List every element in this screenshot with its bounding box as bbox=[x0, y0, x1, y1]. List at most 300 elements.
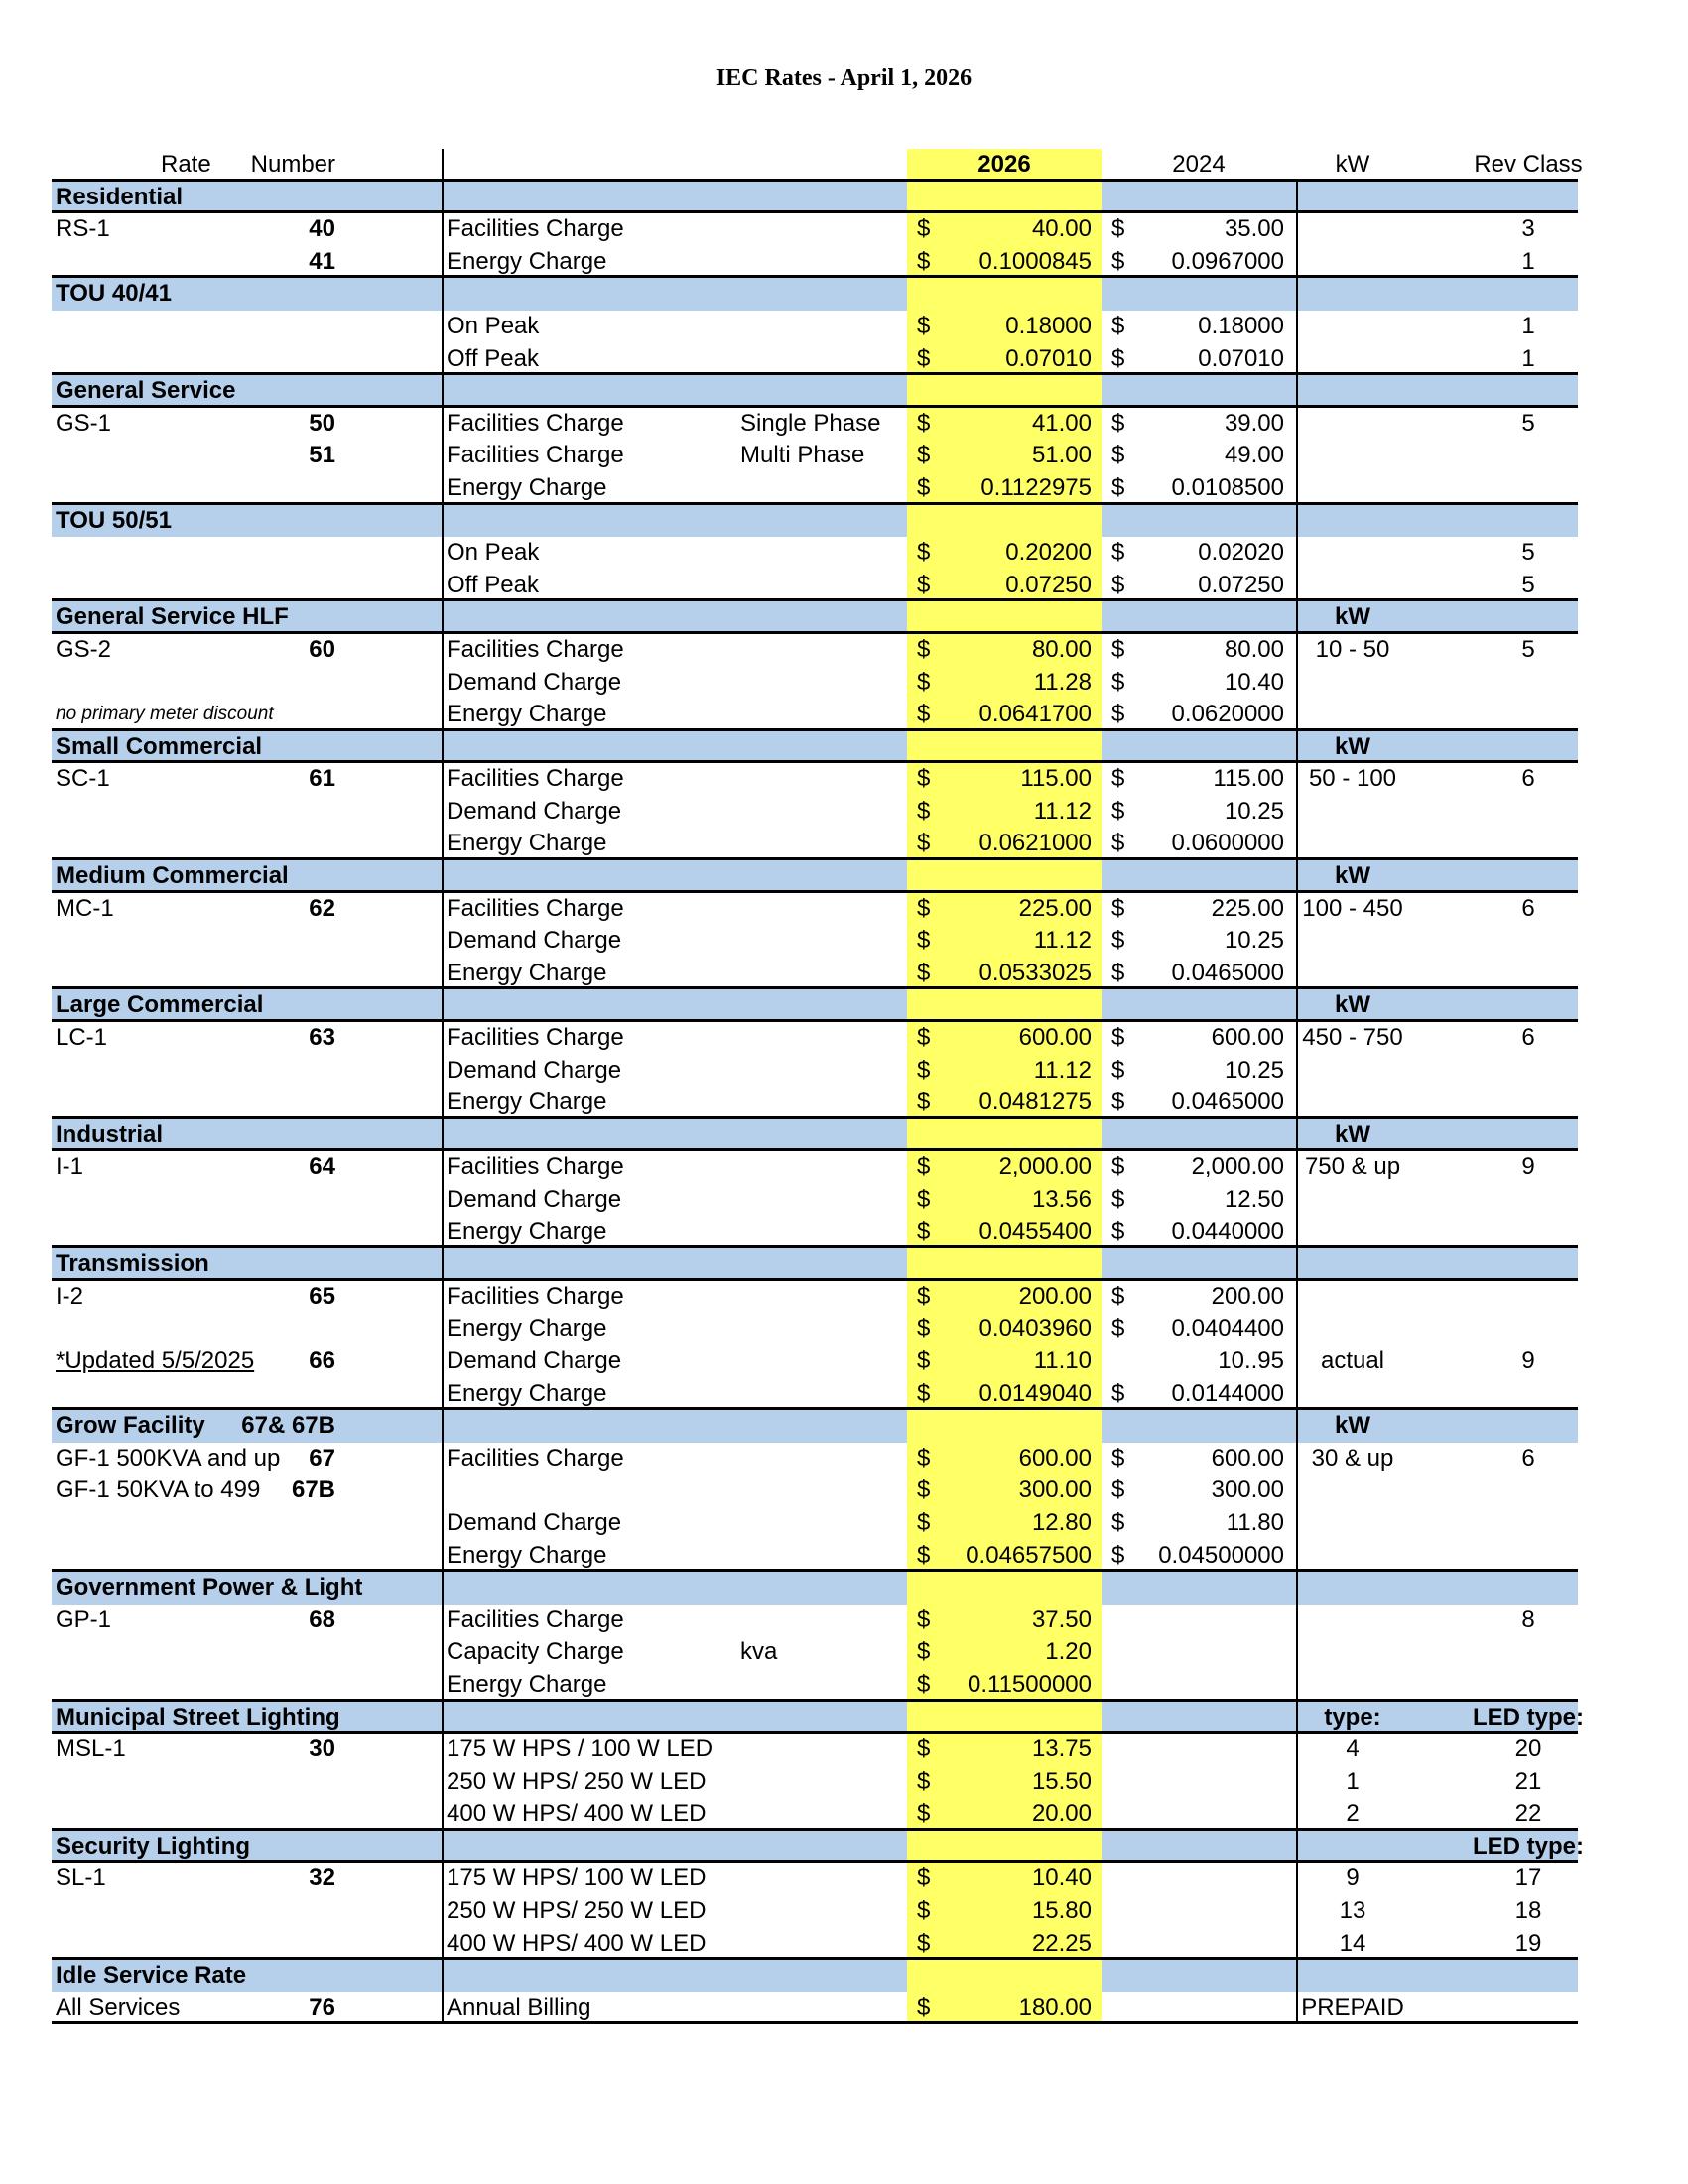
rev-class: 17 bbox=[1514, 1864, 1542, 1892]
header-kw: kW bbox=[1335, 151, 1370, 178]
section-title: Industrial bbox=[56, 1120, 164, 1148]
charge-name: Facilities Charge bbox=[447, 894, 624, 922]
value-2024: 0.0144000 bbox=[1171, 1379, 1284, 1407]
value-2024: 49.00 bbox=[1224, 442, 1284, 469]
rev-class: 19 bbox=[1514, 1929, 1542, 1957]
section-title: Small Commercial bbox=[56, 732, 263, 760]
column-divider bbox=[1296, 1313, 1298, 1346]
section-rev-label: LED type: bbox=[1472, 1703, 1584, 1731]
column-divider bbox=[442, 1022, 444, 1055]
section-title: Residential bbox=[56, 183, 184, 210]
column-divider bbox=[442, 1702, 444, 1734]
column-divider bbox=[442, 440, 444, 472]
charge-detail: Multi Phase bbox=[740, 442, 865, 469]
rate-number: 41 bbox=[309, 247, 335, 275]
column-divider bbox=[1296, 1248, 1298, 1281]
value-2026: 11.12 bbox=[1033, 1056, 1092, 1084]
column-divider bbox=[442, 1378, 444, 1411]
dollar-sign-2026: $ bbox=[917, 927, 931, 955]
rev-class: 9 bbox=[1521, 1153, 1535, 1181]
value-2026: 11.28 bbox=[1033, 668, 1092, 696]
dollar-sign-2026: $ bbox=[917, 1929, 931, 1957]
highlight-2026-cell bbox=[907, 731, 1102, 764]
section-title: Grow Facility bbox=[56, 1412, 205, 1440]
table-row bbox=[52, 893, 1578, 926]
column-divider bbox=[442, 989, 444, 1022]
column-divider bbox=[442, 601, 444, 634]
kw-range: 450 - 750 bbox=[1302, 1024, 1403, 1052]
rate-number: 67 bbox=[309, 1444, 335, 1472]
dollar-sign-2024: $ bbox=[1111, 344, 1125, 372]
dollar-sign-2026: $ bbox=[917, 830, 931, 857]
section-kw-label: type: bbox=[1324, 1703, 1381, 1731]
charge-name: Facilities Charge bbox=[447, 1606, 624, 1633]
column-divider bbox=[442, 860, 444, 893]
column-divider bbox=[442, 1605, 444, 1637]
charge-name: Facilities Charge bbox=[447, 409, 624, 437]
section-title: Security Lighting bbox=[56, 1832, 251, 1860]
charge-name: Energy Charge bbox=[447, 1315, 607, 1343]
column-divider bbox=[442, 1217, 444, 1249]
dollar-sign-2024: $ bbox=[1111, 442, 1125, 469]
column-divider bbox=[1296, 408, 1298, 441]
highlight-2026-cell bbox=[907, 278, 1102, 311]
table-row bbox=[52, 537, 1578, 570]
column-divider bbox=[1296, 278, 1298, 311]
column-divider bbox=[1296, 1184, 1298, 1217]
table-row bbox=[52, 925, 1578, 958]
rev-class: 6 bbox=[1521, 1444, 1535, 1472]
column-divider bbox=[1296, 182, 1298, 214]
charge-name: Facilities Charge bbox=[447, 215, 624, 243]
table-row bbox=[52, 1055, 1578, 1088]
rate-code: RS-1 bbox=[56, 215, 110, 243]
section-kw-label: kW bbox=[1335, 991, 1370, 1019]
dollar-sign-2026: $ bbox=[917, 1218, 931, 1245]
column-divider bbox=[1296, 570, 1298, 602]
table-row bbox=[52, 311, 1578, 343]
charge-detail: kva bbox=[740, 1638, 778, 1666]
dollar-sign-2024: $ bbox=[1111, 1444, 1125, 1472]
column-divider bbox=[1296, 213, 1298, 246]
kw-range: 10 - 50 bbox=[1315, 635, 1390, 663]
highlight-2026-cell bbox=[907, 182, 1102, 214]
dollar-sign-2024: $ bbox=[1111, 1056, 1125, 1084]
column-divider bbox=[1296, 1475, 1298, 1507]
table-row bbox=[52, 1313, 1578, 1346]
column-divider bbox=[442, 1960, 444, 1992]
section-row bbox=[52, 182, 1578, 214]
table-row bbox=[52, 1992, 1578, 2025]
value-2026: 15.80 bbox=[1031, 1897, 1092, 1925]
highlight-2026-cell bbox=[907, 505, 1102, 538]
dollar-sign-2026: $ bbox=[917, 539, 931, 567]
section-kw-label: kW bbox=[1335, 862, 1370, 890]
column-divider bbox=[1296, 1636, 1298, 1669]
dollar-sign-2026: $ bbox=[917, 765, 931, 793]
column-divider bbox=[442, 570, 444, 602]
value-2026: 0.0149040 bbox=[978, 1379, 1092, 1407]
column-divider bbox=[442, 311, 444, 343]
value-2024: 300.00 bbox=[1211, 1477, 1284, 1504]
dollar-sign-2026: $ bbox=[917, 1347, 931, 1374]
column-divider bbox=[442, 343, 444, 376]
value-2026: 115.00 bbox=[1020, 765, 1092, 793]
dollar-sign-2024: $ bbox=[1111, 830, 1125, 857]
section-band bbox=[52, 505, 1578, 538]
charge-name: Energy Charge bbox=[447, 1379, 607, 1407]
value-2024: 0.0620000 bbox=[1171, 701, 1284, 728]
dollar-sign-2024: $ bbox=[1111, 894, 1125, 922]
kw-range: 1 bbox=[1346, 1767, 1360, 1795]
charge-name: Demand Charge bbox=[447, 1347, 622, 1374]
kw-range: 2 bbox=[1346, 1800, 1360, 1828]
highlight-2026-cell bbox=[907, 1831, 1102, 1863]
table-row bbox=[52, 1928, 1578, 1961]
section-row bbox=[52, 375, 1578, 408]
charge-name: 400 W HPS/ 400 W LED bbox=[447, 1929, 707, 1957]
dollar-sign-2026: $ bbox=[917, 668, 931, 696]
rate-code: MC-1 bbox=[56, 894, 114, 922]
section-row bbox=[52, 1702, 1584, 1734]
rate-number: 67B bbox=[291, 1477, 335, 1504]
dollar-sign-2024: $ bbox=[1111, 247, 1125, 275]
value-2026: 11.12 bbox=[1033, 797, 1092, 825]
section-band bbox=[52, 1960, 1578, 1992]
charge-name: On Peak bbox=[447, 539, 540, 567]
dollar-sign-2024: $ bbox=[1111, 959, 1125, 986]
dollar-sign-2026: $ bbox=[917, 1153, 931, 1181]
charge-name: Facilities Charge bbox=[447, 1153, 624, 1181]
rev-class: 22 bbox=[1514, 1800, 1542, 1828]
rev-class: 21 bbox=[1514, 1767, 1542, 1795]
rev-class: 20 bbox=[1514, 1735, 1542, 1763]
section-row bbox=[52, 860, 1578, 893]
charge-name: Facilities Charge bbox=[447, 635, 624, 663]
dollar-sign-2024: $ bbox=[1111, 797, 1125, 825]
column-divider bbox=[442, 278, 444, 311]
rev-class: 3 bbox=[1521, 215, 1535, 243]
header-2024: 2024 bbox=[1172, 151, 1226, 178]
rate-table bbox=[52, 149, 1584, 2024]
section-kw-label: kW bbox=[1335, 603, 1370, 631]
value-2026: 0.0641700 bbox=[978, 701, 1092, 728]
dollar-sign-2024: $ bbox=[1111, 668, 1125, 696]
charge-name: Energy Charge bbox=[447, 247, 607, 275]
column-divider bbox=[1296, 1378, 1298, 1411]
section-title: Large Commercial bbox=[56, 991, 264, 1019]
dollar-sign-2024: $ bbox=[1111, 409, 1125, 437]
column-divider bbox=[442, 1798, 444, 1831]
value-2026: 41.00 bbox=[1031, 409, 1092, 437]
value-2024: 0.0465000 bbox=[1171, 1089, 1284, 1116]
value-2026: 225.00 bbox=[1018, 894, 1092, 922]
charge-name: 175 W HPS/ 100 W LED bbox=[447, 1864, 707, 1892]
section-row bbox=[52, 278, 1578, 311]
table-row bbox=[52, 1895, 1578, 1928]
dollar-sign-2026: $ bbox=[917, 312, 931, 339]
dollar-sign-2024: $ bbox=[1111, 1089, 1125, 1116]
charge-name: 175 W HPS / 100 W LED bbox=[447, 1735, 714, 1763]
header-rev-class: Rev Class bbox=[1474, 151, 1583, 178]
charge-name: Capacity Charge bbox=[447, 1638, 624, 1666]
dollar-sign-2026: $ bbox=[917, 215, 931, 243]
value-2026: 0.07250 bbox=[1005, 571, 1092, 598]
charge-name: Facilities Charge bbox=[447, 1024, 624, 1052]
section-title: General Service HLF bbox=[56, 603, 289, 631]
rate-number: 40 bbox=[309, 215, 335, 243]
dollar-sign-2024: $ bbox=[1111, 215, 1125, 243]
rate-code: All Services bbox=[56, 1993, 181, 2021]
dollar-sign-2024: $ bbox=[1111, 1508, 1125, 1536]
value-2026: 12.80 bbox=[1031, 1508, 1092, 1536]
value-2024: 39.00 bbox=[1224, 409, 1284, 437]
dollar-sign-2026: $ bbox=[917, 473, 931, 501]
column-divider bbox=[442, 958, 444, 990]
value-2026: 600.00 bbox=[1018, 1444, 1092, 1472]
value-2026: 13.75 bbox=[1031, 1735, 1092, 1763]
rate-number: 65 bbox=[309, 1282, 335, 1310]
table-row bbox=[52, 1443, 1578, 1476]
dollar-sign-2026: $ bbox=[917, 442, 931, 469]
rev-class: 5 bbox=[1521, 571, 1535, 598]
column-divider bbox=[442, 1313, 444, 1346]
value-2026: 0.11500000 bbox=[967, 1670, 1092, 1698]
column-divider bbox=[442, 1863, 444, 1895]
table-row bbox=[52, 1151, 1578, 1184]
dollar-sign-2026: $ bbox=[917, 1089, 931, 1116]
column-divider bbox=[442, 1119, 444, 1152]
value-2026: 200.00 bbox=[1018, 1282, 1092, 1310]
highlight-2026-cell bbox=[907, 1572, 1102, 1605]
table-row bbox=[52, 828, 1578, 860]
dollar-sign-2026: $ bbox=[917, 247, 931, 275]
charge-name: Facilities Charge bbox=[447, 1444, 624, 1472]
value-2026: 11.10 bbox=[1033, 1347, 1092, 1374]
dollar-sign-2024: $ bbox=[1111, 1153, 1125, 1181]
rev-class: 8 bbox=[1521, 1606, 1535, 1633]
column-divider bbox=[442, 1831, 444, 1863]
header-2026: 2026 bbox=[977, 151, 1031, 178]
value-2026: 20.00 bbox=[1031, 1800, 1092, 1828]
column-divider bbox=[442, 1346, 444, 1378]
rev-class: 5 bbox=[1521, 409, 1535, 437]
kw-range: PREPAID bbox=[1301, 1993, 1404, 2021]
value-2026: 0.0455400 bbox=[978, 1218, 1092, 1245]
section-row bbox=[52, 1960, 1578, 1992]
column-divider bbox=[1296, 1217, 1298, 1249]
dollar-sign-2024: $ bbox=[1111, 1282, 1125, 1310]
value-2024: 225.00 bbox=[1211, 894, 1284, 922]
value-2024: 0.07010 bbox=[1198, 344, 1284, 372]
table-row bbox=[52, 408, 1578, 441]
table-row bbox=[52, 1087, 1578, 1119]
rate-code: SC-1 bbox=[56, 765, 110, 793]
column-divider bbox=[442, 537, 444, 570]
value-2026: 0.0481275 bbox=[978, 1089, 1092, 1116]
section-row bbox=[52, 731, 1578, 764]
column-divider bbox=[1296, 1572, 1298, 1605]
value-2024: 0.0108500 bbox=[1171, 473, 1284, 501]
column-divider bbox=[1296, 958, 1298, 990]
value-2024: 12.50 bbox=[1224, 1186, 1284, 1213]
highlight-2026-cell bbox=[907, 1248, 1102, 1281]
table-row bbox=[52, 796, 1578, 829]
value-2024: 10..95 bbox=[1218, 1347, 1284, 1374]
column-divider bbox=[442, 1540, 444, 1573]
dollar-sign-2026: $ bbox=[917, 1282, 931, 1310]
dollar-sign-2026: $ bbox=[917, 1508, 931, 1536]
column-divider bbox=[442, 408, 444, 441]
rate-code: MSL-1 bbox=[56, 1735, 126, 1763]
value-2026: 0.0533025 bbox=[978, 959, 1092, 986]
rate-code: *Updated 5/5/2025 bbox=[56, 1347, 255, 1374]
charge-name: Annual Billing bbox=[447, 1993, 591, 2021]
table-row bbox=[52, 699, 1578, 731]
column-divider bbox=[442, 667, 444, 700]
column-divider bbox=[1296, 925, 1298, 958]
column-divider bbox=[442, 1895, 444, 1928]
charge-name: Demand Charge bbox=[447, 927, 622, 955]
charge-name: Demand Charge bbox=[447, 797, 622, 825]
table-row bbox=[52, 1669, 1578, 1702]
rate-number: 30 bbox=[309, 1735, 335, 1763]
dollar-sign-2026: $ bbox=[917, 797, 931, 825]
rate-code: GF-1 500KVA and up bbox=[56, 1444, 281, 1472]
value-2024: 11.80 bbox=[1226, 1508, 1284, 1536]
column-divider bbox=[1296, 1669, 1298, 1702]
section-row bbox=[52, 989, 1578, 1022]
value-2026: 15.50 bbox=[1031, 1767, 1092, 1795]
dollar-sign-2026: $ bbox=[917, 701, 931, 728]
table-row bbox=[52, 1540, 1578, 1573]
value-2024: 10.25 bbox=[1224, 927, 1284, 955]
section-row bbox=[52, 505, 1578, 538]
value-2024: 0.0440000 bbox=[1171, 1218, 1284, 1245]
value-2026: 37.50 bbox=[1031, 1606, 1092, 1633]
dollar-sign-2024: $ bbox=[1111, 473, 1125, 501]
table-row bbox=[52, 213, 1578, 246]
dollar-sign-2024: $ bbox=[1111, 571, 1125, 598]
highlight-2026-cell bbox=[907, 1119, 1102, 1152]
column-divider bbox=[1296, 1055, 1298, 1088]
column-divider bbox=[442, 1572, 444, 1605]
table-row bbox=[52, 343, 1578, 376]
value-2026: 51.00 bbox=[1031, 442, 1092, 469]
dollar-sign-2026: $ bbox=[917, 1541, 931, 1569]
dollar-sign-2026: $ bbox=[917, 1606, 931, 1633]
dollar-sign-2024: $ bbox=[1111, 701, 1125, 728]
section-title: Transmission bbox=[56, 1250, 209, 1278]
charge-name: Facilities Charge bbox=[447, 1282, 624, 1310]
table-row bbox=[52, 570, 1578, 602]
value-2026: 0.20200 bbox=[1005, 539, 1092, 567]
value-2024: 0.0404400 bbox=[1171, 1315, 1284, 1343]
column-divider bbox=[1296, 1281, 1298, 1314]
charge-name: Demand Charge bbox=[447, 668, 622, 696]
charge-name: Facilities Charge bbox=[447, 442, 624, 469]
dollar-sign-2026: $ bbox=[917, 571, 931, 598]
rev-class: 9 bbox=[1521, 1347, 1535, 1374]
column-divider bbox=[1296, 375, 1298, 408]
column-divider bbox=[442, 375, 444, 408]
header-rate: Rate bbox=[161, 151, 211, 178]
section-band bbox=[52, 1248, 1578, 1281]
table-row bbox=[52, 440, 1578, 472]
section-title: General Service bbox=[56, 377, 236, 405]
charge-name: Energy Charge bbox=[447, 701, 607, 728]
value-2026: 10.40 bbox=[1031, 1864, 1092, 1892]
dollar-sign-2024: $ bbox=[1111, 1477, 1125, 1504]
rev-class: 6 bbox=[1521, 894, 1535, 922]
dollar-sign-2024: $ bbox=[1111, 1186, 1125, 1213]
dollar-sign-2026: $ bbox=[917, 1638, 931, 1666]
value-2026: 300.00 bbox=[1018, 1477, 1092, 1504]
column-divider bbox=[1296, 699, 1298, 731]
rev-class: 1 bbox=[1521, 344, 1535, 372]
table-row bbox=[52, 1766, 1578, 1799]
column-divider bbox=[1296, 246, 1298, 279]
dollar-sign-2026: $ bbox=[917, 409, 931, 437]
value-2024: 0.18000 bbox=[1198, 312, 1284, 339]
dollar-sign-2024: $ bbox=[1111, 927, 1125, 955]
value-2026: 1.20 bbox=[1045, 1638, 1092, 1666]
dollar-sign-2024: $ bbox=[1111, 1218, 1125, 1245]
header-number: Number bbox=[250, 151, 335, 178]
charge-name: Energy Charge bbox=[447, 1541, 607, 1569]
column-divider bbox=[442, 182, 444, 214]
value-2024: 600.00 bbox=[1211, 1444, 1284, 1472]
column-divider bbox=[442, 149, 444, 182]
dollar-sign-2024: $ bbox=[1111, 1379, 1125, 1407]
rev-class: 6 bbox=[1521, 765, 1535, 793]
charge-name: Facilities Charge bbox=[447, 765, 624, 793]
dollar-sign-2024: $ bbox=[1111, 765, 1125, 793]
section-title: TOU 50/51 bbox=[56, 506, 172, 534]
rate-number: 60 bbox=[309, 635, 335, 663]
table-row bbox=[52, 1507, 1578, 1540]
dollar-sign-2026: $ bbox=[917, 1800, 931, 1828]
rev-class: 1 bbox=[1521, 312, 1535, 339]
charge-name: Demand Charge bbox=[447, 1056, 622, 1084]
column-divider bbox=[442, 1281, 444, 1314]
section-band bbox=[52, 182, 1578, 214]
table-row bbox=[52, 1636, 1578, 1669]
table-row bbox=[52, 634, 1578, 667]
value-2026: 0.1000845 bbox=[978, 247, 1092, 275]
value-2026: 2,000.00 bbox=[998, 1153, 1092, 1181]
rev-class: 1 bbox=[1521, 247, 1535, 275]
kw-range: 30 & up bbox=[1311, 1444, 1394, 1472]
kw-range: 14 bbox=[1339, 1929, 1366, 1957]
section-row bbox=[52, 1119, 1578, 1152]
value-2026: 0.0403960 bbox=[978, 1315, 1092, 1343]
highlight-2026-cell bbox=[907, 1960, 1102, 1992]
rate-code: SL-1 bbox=[56, 1864, 106, 1892]
column-divider bbox=[442, 828, 444, 860]
column-divider bbox=[442, 731, 444, 764]
highlight-2026-cell bbox=[907, 989, 1102, 1022]
column-divider bbox=[442, 1443, 444, 1476]
column-divider bbox=[442, 796, 444, 829]
value-2024: 10.25 bbox=[1224, 1056, 1284, 1084]
value-2026: 0.07010 bbox=[1005, 344, 1092, 372]
column-divider bbox=[442, 634, 444, 667]
charge-name: On Peak bbox=[447, 312, 540, 339]
table-row bbox=[52, 667, 1578, 700]
dollar-sign-2026: $ bbox=[917, 1186, 931, 1213]
column-divider bbox=[1296, 667, 1298, 700]
